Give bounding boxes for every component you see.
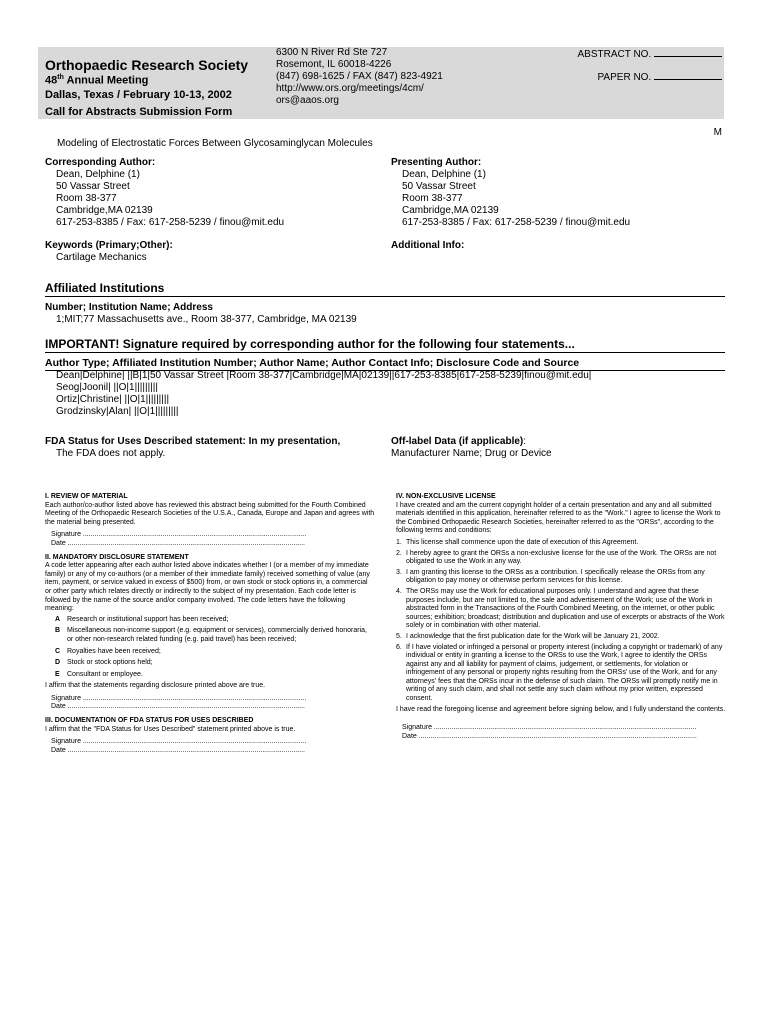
signature-line-1[interactable]: Signature ................................................................................................................... <box>51 531 307 539</box>
author-info-list: Dean|Delphine| ||B|1|50 Vassar Street |Room 38-377|Cambridge|MA|02139||617-253-8385|617-258-5239|finou@mit.edu| Seog|Joonil| ||O|1||||||||| Ortiz|Christine| ||O|1||||||||| Grodzinsky|Alan| ||O|1||||||||| <box>56 370 592 417</box>
additional-info-label: Additional Info: <box>391 240 465 251</box>
keywords: Keywords (Primary;Other): Cartilage Mechanics <box>45 240 173 263</box>
date-line-2[interactable]: Date .......................................................................................................................... <box>51 703 305 711</box>
form-title: Call for Abstracts Submission Form <box>45 106 233 118</box>
abstract-no-field[interactable]: ABSTRACT NO. <box>578 48 723 60</box>
m-mark: M <box>713 127 722 138</box>
org-address: 6300 N River Rd Ste 727 Rosemont, IL 60018-4226 (847) 698-1625 / FAX (847) 823-4921 http://www.ors.org/meetings/4cm/ ors@aaos.org <box>276 47 443 106</box>
affiliated-list: Number; Institution Name; Address 1;MIT;77 Massachusetts ave., Room 38-377, Cambridge, MA 02139 <box>45 302 357 325</box>
fda-status: FDA Status for Uses Described statement: In my presentation, The FDA does not apply. <box>45 436 341 459</box>
author-info-heading: Author Type; Affiliated Institution Number; Author Name; Author Contact Info; Disclosure Code and Source <box>45 357 725 371</box>
right-column: IV. NON-EXCLUSIVE LICENSE I have created and am the current copyright holder of a certain presentation and any and all submitted materials identified in this application, hereinafter referred to as the "Work." I agree to license the Work to the Combined Orthopaedic Research Societies, hereinafter referred to as the "ORSs", according to the following terms and conditions: 1. This license shall commence upon the date of execution of this Agreement. 2. I hereby agree to grant the ORSs a non-exclusive license for the use of the Work. The ORSs are not obligated to use the Work in any way. 3. I am granting this license to the ORSs as a contribution. I specifically release the ORSs from any obligation to pay money or otherwise perform services for this license. 4. The ORSs may use the Work for educational purposes only. I understand and agree that these purposes include, but are not limited to, the sale and advertisement of the Work; use of the Work in abstracted form in the Transactions of the Fourth Combined Meeting, on the internet, or other public sources; exhibition; broadcast; distribution and duplication and use of excerpts or abstracts of the Work solely or in combination with other material. 5. I acknowledge that the first publication date for the Work will be January 21, 2002. 6. If I have violated or infringed a personal or property interest (including a copyright or trademark) of any individual or entity in granting a license to the ORSs to use the Work, I agree to identify the ORSs against any and all liability for payment of claims, judgement, or settlements, for violation or infringement of any personal or property rights resulting from the ORSs' use of the Work, and for any attorneys' fees that the ORSs incur in the defense of such claim. The ORSs will promptly notify me in writing of any such claim, and shall not settle any such claim without my prior written, expressed consent. I have read the foregoing license and agreement before signing below, and I fully understand the contents. Signature ....................................................................................................................................... Date ............................................................................................................................................... <box>396 493 726 740</box>
affiliated-heading: Affiliated Institutions <box>45 281 725 297</box>
offlabel-data: Off-label Data (if applicable): Manufacturer Name; Drug or Device <box>391 436 552 459</box>
license-date-line[interactable]: Date ............................................................................................................................................... <box>402 732 697 740</box>
date-line-3[interactable]: Date .......................................................................................................................... <box>51 746 305 754</box>
signature-line-2[interactable]: Signature ................................................................................................................... <box>51 694 307 702</box>
left-column: I. REVIEW OF MATERIAL Each author/co-author listed above has reviewed this abstract being submitted for the Fourth Combined Meeting of the Orthopaedic Research Societies of the U.S.A., Canada, Europe and Japan and agrees with the material being presented. Signature ................................................................................................................... Date .......................................................................................................................... II. MANDATORY DISCLOSURE STATEMENT A code letter appearing after each author listed above indicates whether I (or a member of my immediate family) or any of my co-authors (or a member of their immediate family) received something of value (any item, payment, or service valued in excess of $500) from, or own stock or stock options in, a commercial or other party which relates directly or indirectly to the subject of my presentation. Each code letter is followed by the name of the source and/or company involved. The code letters have the following meaning: A Research or institutional support has been received; B Miscellaneous non-income support (e.g. equipment or services), commercially derived honoraria, or other non-research related funding (e.g. paid travel) has been received; C Royalties have been received; D Stock or stock options held; E Consultant or employee. I affirm that the statements regarding disclosure printed above are true. Signature ................................................................................................................... Date .......................................................................................................................... III. DOCUMENTATION OF FDA STATUS FOR USES DESCRIBED I affirm that the "FDA Status for Uses Described" statement printed above is true. Signature ................................................................................................................... Date .......................................................................................................................... <box>45 493 375 754</box>
paper-no-field[interactable]: PAPER NO. <box>598 71 723 83</box>
date-line-1[interactable]: Date .......................................................................................................................... <box>51 539 305 547</box>
presenting-author: Presenting Author: Dean, Delphine (1) 50 Vassar Street Room 38-377 Cambridge,MA 02139 617-253-8385 / Fax: 617-258-5239 / finou@mit.edu <box>391 157 631 228</box>
meeting-name: 48th Annual Meeting <box>45 74 149 87</box>
abstract-title: Modeling of Electrostatic Forces Between Glycosaminglycan Molecules <box>57 138 373 149</box>
important-heading: IMPORTANT! Signature required by corresponding author for the following four statements... <box>45 337 725 353</box>
license-signature-line[interactable]: Signature ....................................................................................................................................... <box>402 724 697 732</box>
corresponding-author: Corresponding Author: Dean, Delphine (1) 50 Vassar Street Room 38-377 Cambridge,MA 02139 617-253-8385 / Fax: 617-258-5239 / finou@mit.edu <box>45 157 285 228</box>
signature-line-3[interactable]: Signature ................................................................................................................... <box>51 738 307 746</box>
meeting-location: Dallas, Texas / February 10-13, 2002 <box>45 89 232 101</box>
org-name: Orthopaedic Research Society <box>45 57 249 73</box>
